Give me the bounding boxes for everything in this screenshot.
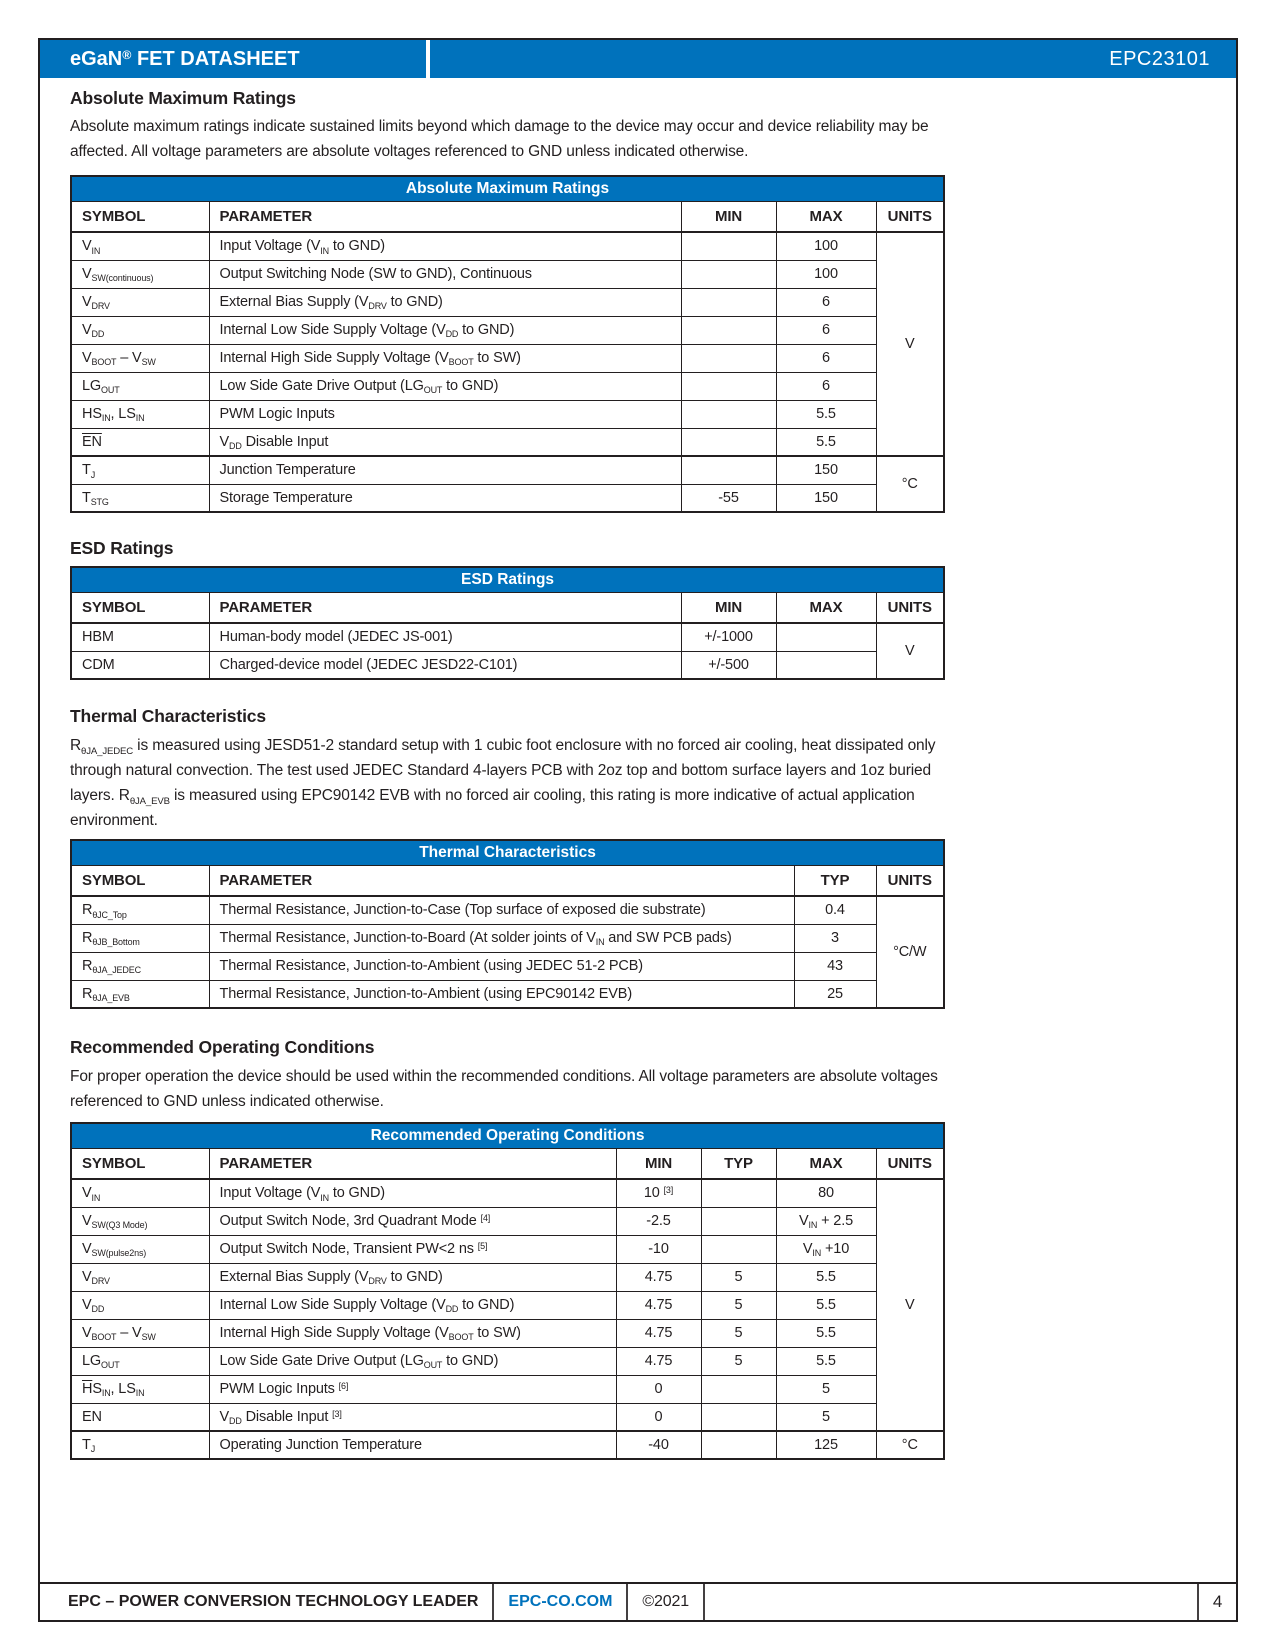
footer-brand-text: EPC – POWER CONVERSION TECHNOLOGY LEADER bbox=[68, 1593, 479, 1610]
table-cell: $V_{DD}$ Disable Input bbox=[209, 428, 681, 456]
table-cell: Output Switching Node (SW to GND), Continuous bbox=[209, 260, 681, 288]
table-title: Recommended Operating Conditions bbox=[71, 1123, 944, 1148]
recommended-operating-conditions-intro: For proper operation the device should be used within the recommended conditions. All voltage parameters are absolute voltages referenced to GND unless indicated otherwise. bbox=[70, 1068, 938, 1110]
table-cell bbox=[701, 1207, 776, 1235]
table-cell: $V_{DD}$ bbox=[71, 1291, 209, 1319]
table-row bbox=[71, 1347, 944, 1375]
table-cell: $R_{\theta JB\_Bottom}$ bbox=[71, 924, 209, 952]
table-cell: 6 bbox=[776, 288, 876, 316]
table-title: Absolute Maximum Ratings bbox=[71, 176, 944, 201]
table-cell: 5.5 bbox=[776, 1263, 876, 1291]
table-title: ESD Ratings bbox=[71, 567, 944, 592]
table-cell: 5.5 bbox=[776, 1291, 876, 1319]
table-cell: External Bias Supply ($V_{DRV}$ to GND) bbox=[209, 288, 681, 316]
table-cell: $LG_{OUT}$ bbox=[71, 372, 209, 400]
table-cell: $V_{DRV}$ bbox=[71, 288, 209, 316]
table-cell: 43 bbox=[794, 952, 876, 980]
column-header: SYMBOL bbox=[71, 592, 209, 623]
column-header: PARAMETER bbox=[209, 592, 681, 623]
table-cell: Thermal Resistance, Junction-to-Case (Top surface of exposed die substrate) bbox=[209, 896, 794, 924]
table-cell: $V_{IN}$ bbox=[71, 1179, 209, 1207]
table-cell: -40 bbox=[616, 1431, 701, 1459]
footer-divider bbox=[1197, 1584, 1199, 1620]
recommended-operating-conditions-table bbox=[70, 1122, 945, 1460]
table-cell: 5.5 bbox=[776, 400, 876, 428]
table-cell bbox=[701, 1403, 776, 1431]
column-header: MAX bbox=[776, 592, 876, 623]
table-cell: Thermal Resistance, Junction-to-Board (At solder joints of $V_{IN}$ and SW PCB pads) bbox=[209, 924, 794, 952]
table-cell: $T_J$ bbox=[71, 1431, 209, 1459]
table-cell: Output Switch Node, 3rd Quadrant Mode [4] bbox=[209, 1207, 616, 1235]
table-cell: Low Side Gate Drive Output ($LG_{OUT}$ to GND) bbox=[209, 1347, 616, 1375]
table-row bbox=[71, 1431, 944, 1459]
column-header: MIN bbox=[616, 1148, 701, 1179]
table-row bbox=[71, 288, 944, 316]
table-cell bbox=[701, 1431, 776, 1459]
table-cell: 5.5 bbox=[776, 1347, 876, 1375]
column-header: MIN bbox=[681, 592, 776, 623]
table-cell: 0.4 bbox=[794, 896, 876, 924]
table-cell: 5.5 bbox=[776, 1319, 876, 1347]
table-cell: $V_{SW(pulse2ns)}$ bbox=[71, 1235, 209, 1263]
table-row bbox=[71, 1403, 944, 1431]
table-cell: Junction Temperature bbox=[209, 456, 681, 484]
table-cell: $R_{\theta JC\_Top}$ bbox=[71, 896, 209, 924]
table-row bbox=[71, 484, 944, 512]
table-cell: $V_{BOOT} - V_{SW}$ bbox=[71, 344, 209, 372]
part-number: EPC23101 bbox=[1109, 47, 1210, 70]
footer-divider bbox=[492, 1584, 494, 1620]
table-cell: PWM Logic Inputs [6] bbox=[209, 1375, 616, 1403]
column-header: SYMBOL bbox=[71, 865, 209, 896]
table-cell: PWM Logic Inputs bbox=[209, 400, 681, 428]
table-cell: EN bbox=[71, 1403, 209, 1431]
table-row bbox=[71, 428, 944, 456]
table-cell: $LG_{OUT}$ bbox=[71, 1347, 209, 1375]
footer-spacer bbox=[705, 1584, 1197, 1620]
column-header: UNITS bbox=[876, 201, 944, 232]
table-cell: Internal Low Side Supply Voltage ($V_{DD}$ to GND) bbox=[209, 1291, 616, 1319]
table-cell bbox=[681, 288, 776, 316]
column-header: MAX bbox=[776, 1148, 876, 1179]
table-title: Thermal Characteristics bbox=[71, 840, 944, 865]
section-heading-esd-ratings: ESD Ratings bbox=[70, 538, 174, 558]
table-cell: $V_{DD}$ bbox=[71, 316, 209, 344]
column-header: MIN bbox=[681, 201, 776, 232]
table-cell: $\overline{H}S_{IN}$, $LS_{IN}$ bbox=[71, 1375, 209, 1403]
table-cell: °C bbox=[876, 456, 944, 512]
table-cell bbox=[681, 232, 776, 260]
table-cell: External Bias Supply ($V_{DRV}$ to GND) bbox=[209, 1263, 616, 1291]
esd-ratings-table bbox=[70, 566, 945, 680]
table-cell: 25 bbox=[794, 980, 876, 1008]
table-cell: 5 bbox=[701, 1291, 776, 1319]
table-row bbox=[71, 1235, 944, 1263]
header-right-section bbox=[430, 40, 1236, 78]
table-row bbox=[71, 1179, 944, 1207]
table-row bbox=[71, 651, 944, 679]
column-header: SYMBOL bbox=[71, 1148, 209, 1179]
header-bar bbox=[40, 40, 1236, 78]
column-header: UNITS bbox=[876, 1148, 944, 1179]
table-cell: $R_{\theta JA\_JEDEC}$ bbox=[71, 952, 209, 980]
table-cell: Operating Junction Temperature bbox=[209, 1431, 616, 1459]
table-cell: $V_{SW(Q3 Mode)}$ bbox=[71, 1207, 209, 1235]
column-header: PARAMETER bbox=[209, 865, 794, 896]
table-row bbox=[71, 232, 944, 260]
table-cell: $R_{\theta JA\_EVB}$ bbox=[71, 980, 209, 1008]
page-number: 4 bbox=[1212, 1592, 1223, 1611]
table-cell bbox=[681, 372, 776, 400]
footer-divider bbox=[703, 1584, 705, 1620]
footer-divider bbox=[626, 1584, 628, 1620]
table-cell: 5.5 bbox=[776, 428, 876, 456]
table-cell: Internal High Side Supply Voltage ($V_{BOOT}$ to SW) bbox=[209, 344, 681, 372]
table-cell: Human-body model (JEDEC JS-001) bbox=[209, 623, 681, 651]
table-cell bbox=[681, 316, 776, 344]
table-cell: 6 bbox=[776, 372, 876, 400]
table-cell: HBM bbox=[71, 623, 209, 651]
table-row bbox=[71, 400, 944, 428]
table-cell: $V_{DD}$ Disable Input [3] bbox=[209, 1403, 616, 1431]
table-cell: $V_{SW(continuous)}$ bbox=[71, 260, 209, 288]
table-cell bbox=[681, 344, 776, 372]
table-cell bbox=[701, 1235, 776, 1263]
table-cell: $\overline{EN}$ bbox=[71, 428, 209, 456]
table-cell: Internal Low Side Supply Voltage ($V_{DD}$ to GND) bbox=[209, 316, 681, 344]
table-cell: -2.5 bbox=[616, 1207, 701, 1235]
table-cell: 10 [3] bbox=[616, 1179, 701, 1207]
table-cell: CDM bbox=[71, 651, 209, 679]
column-header: UNITS bbox=[876, 592, 944, 623]
table-cell: $T_{STG}$ bbox=[71, 484, 209, 512]
footer-bar bbox=[40, 1582, 1236, 1620]
table-cell: -55 bbox=[681, 484, 776, 512]
table-cell: +/-1000 bbox=[681, 623, 776, 651]
table-cell: V bbox=[876, 1179, 944, 1431]
column-header: PARAMETER bbox=[209, 201, 681, 232]
table-row bbox=[71, 896, 944, 924]
footer-copyright: ©2021 bbox=[642, 1593, 690, 1610]
datasheet-title: eGaN® FET DATASHEET bbox=[70, 47, 300, 70]
table-cell: °C bbox=[876, 1431, 944, 1459]
table-cell bbox=[681, 400, 776, 428]
section-heading-absolute-maximum-ratings: Absolute Maximum Ratings bbox=[70, 88, 296, 108]
table-cell: $V_{IN} + 2.5$ bbox=[776, 1207, 876, 1235]
table-cell: 4.75 bbox=[616, 1319, 701, 1347]
table-row bbox=[71, 623, 944, 651]
table-cell bbox=[681, 260, 776, 288]
table-cell: +/-500 bbox=[681, 651, 776, 679]
table-row bbox=[71, 1375, 944, 1403]
table-cell: 5 bbox=[776, 1375, 876, 1403]
table-row bbox=[71, 1263, 944, 1291]
table-row bbox=[71, 952, 944, 980]
table-cell: 4.75 bbox=[616, 1263, 701, 1291]
table-cell: 0 bbox=[616, 1403, 701, 1431]
table-cell: V bbox=[876, 232, 944, 456]
column-header: UNITS bbox=[876, 865, 944, 896]
table-cell: 150 bbox=[776, 456, 876, 484]
table-cell: Storage Temperature bbox=[209, 484, 681, 512]
table-row bbox=[71, 316, 944, 344]
table-row bbox=[71, 260, 944, 288]
table-cell: Thermal Resistance, Junction-to-Ambient (using JEDEC 51-2 PCB) bbox=[209, 952, 794, 980]
table-cell: -10 bbox=[616, 1235, 701, 1263]
table-row bbox=[71, 1319, 944, 1347]
table-cell: Low Side Gate Drive Output ($LG_{OUT}$ to GND) bbox=[209, 372, 681, 400]
table-cell: 5 bbox=[701, 1347, 776, 1375]
table-cell: 4.75 bbox=[616, 1347, 701, 1375]
table-cell: $HS_{IN}$, $LS_{IN}$ bbox=[71, 400, 209, 428]
table-cell bbox=[776, 651, 876, 679]
table-row bbox=[71, 372, 944, 400]
table-cell: Internal High Side Supply Voltage ($V_{BOOT}$ to SW) bbox=[209, 1319, 616, 1347]
table-cell bbox=[701, 1179, 776, 1207]
table-row bbox=[71, 456, 944, 484]
table-row bbox=[71, 924, 944, 952]
table-cell: $T_J$ bbox=[71, 456, 209, 484]
absolute-maximum-ratings-table bbox=[70, 175, 945, 513]
table-cell bbox=[776, 623, 876, 651]
table-cell: 125 bbox=[776, 1431, 876, 1459]
header-left-section bbox=[40, 40, 426, 78]
table-cell: 5 bbox=[701, 1263, 776, 1291]
column-header: TYP bbox=[701, 1148, 776, 1179]
table-cell: 3 bbox=[794, 924, 876, 952]
table-cell: 0 bbox=[616, 1375, 701, 1403]
table-cell bbox=[701, 1375, 776, 1403]
table-cell: Output Switch Node, Transient PW<2 ns [5] bbox=[209, 1235, 616, 1263]
table-cell: 80 bbox=[776, 1179, 876, 1207]
table-cell bbox=[681, 428, 776, 456]
table-cell: Thermal Resistance, Junction-to-Ambient (using EPC90142 EVB) bbox=[209, 980, 794, 1008]
table-row bbox=[71, 1207, 944, 1235]
table-cell: 100 bbox=[776, 260, 876, 288]
section-heading-recommended-operating-conditions: Recommended Operating Conditions bbox=[70, 1037, 375, 1057]
table-cell: 6 bbox=[776, 316, 876, 344]
thermal-characteristics-intro: $R_{\theta JA\_JEDEC}$ is measured using JESD51-2 standard setup with 1 cubic foot enclosure with no forced air cooling, heat dissipated only through natural convection. The test used JEDEC Standard 4-layers PCB with 2oz top and bottom surface layers and 1oz buried layers. $R_{\theta JA\_EVB}$ is measured using EPC90142 EVB with no forced air cooling, this rating is more indicative of actual application environment. bbox=[70, 737, 936, 829]
table-cell: 5 bbox=[776, 1403, 876, 1431]
column-header: MAX bbox=[776, 201, 876, 232]
table-cell: $V_{BOOT} - V_{SW}$ bbox=[71, 1319, 209, 1347]
column-header: TYP bbox=[794, 865, 876, 896]
table-cell bbox=[681, 456, 776, 484]
table-cell: $V_{DRV}$ bbox=[71, 1263, 209, 1291]
table-cell: Input Voltage ($V_{IN}$ to GND) bbox=[209, 232, 681, 260]
table-row bbox=[71, 1291, 944, 1319]
section-heading-thermal-characteristics: Thermal Characteristics bbox=[70, 706, 266, 726]
table-cell: Input Voltage ($V_{IN}$ to GND) bbox=[209, 1179, 616, 1207]
column-header: PARAMETER bbox=[209, 1148, 616, 1179]
table-row bbox=[71, 980, 944, 1008]
table-cell: 5 bbox=[701, 1319, 776, 1347]
absolute-maximum-ratings-intro: Absolute maximum ratings indicate sustained limits beyond which damage to the device may occur and device reliability may be affected. All voltage parameters are absolute voltages referenced to GND unless indicated otherwise. bbox=[70, 118, 929, 160]
table-cell: °C/W bbox=[876, 896, 944, 1008]
table-cell: $V_{IN} +10$ bbox=[776, 1235, 876, 1263]
footer-website-link[interactable]: EPC-CO.COM bbox=[508, 1593, 613, 1610]
table-cell: 100 bbox=[776, 232, 876, 260]
column-header: SYMBOL bbox=[71, 201, 209, 232]
table-cell: V bbox=[876, 623, 944, 679]
table-cell: 150 bbox=[776, 484, 876, 512]
table-cell: Charged-device model (JEDEC JESD22-C101) bbox=[209, 651, 681, 679]
table-cell: 6 bbox=[776, 344, 876, 372]
table-row bbox=[71, 344, 944, 372]
table-cell: 4.75 bbox=[616, 1291, 701, 1319]
thermal-characteristics-table bbox=[70, 839, 945, 1009]
table-cell: $V_{IN}$ bbox=[71, 232, 209, 260]
